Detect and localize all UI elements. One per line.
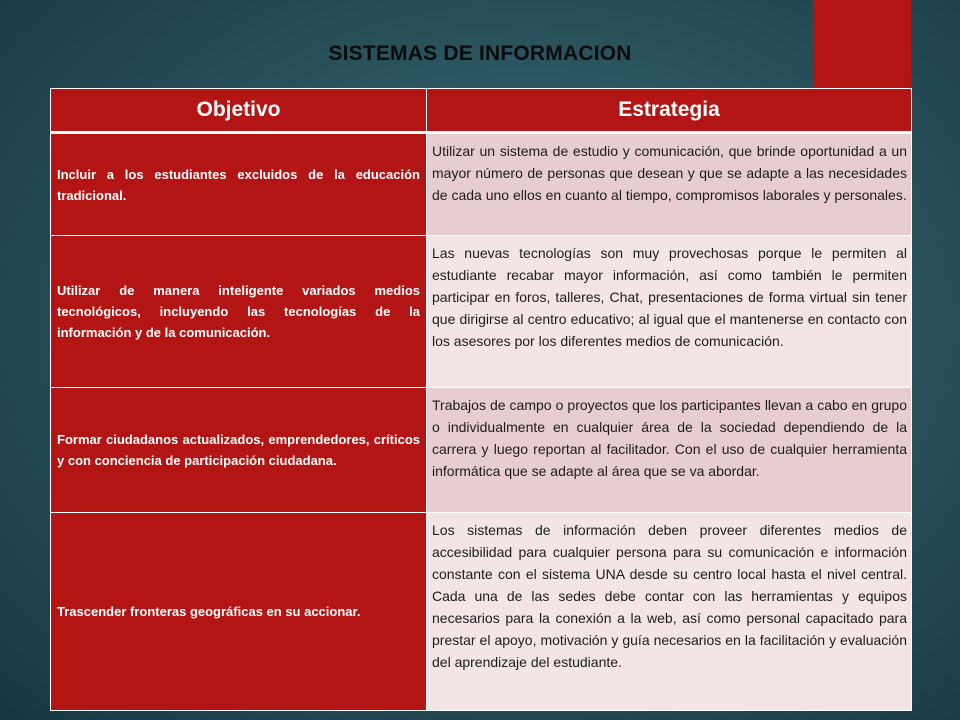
strategy-cell: Los sistemas de información deben proveer diferentes medios de accesibilidad para cualquier persona para su comunicación e información constante con el sistema UNA desde su centro local hasta el nivel central. Cada una de las sedes debe contar con las herramientas y equipos necesarios para la conexión a la web, así como personal capacitado para prestar el apoyo, motivación y guía necesarios en la facilitación y evaluación del aprendizaje del estudiante. — [427, 513, 912, 711]
table-row — [51, 388, 912, 513]
table-row — [51, 133, 912, 236]
header-objective: Objetivo — [51, 89, 427, 133]
strategy-cell: Utilizar un sistema de estudio y comunicación, que brinde oportunidad a un mayor número de personas que desean y que se adapte a las necesidades de cada uno ellos en cuanto al tiempo, compromisos laborales y personales. — [427, 133, 912, 236]
table-header-row — [51, 89, 912, 133]
slide-title: SISTEMAS DE INFORMACION — [328, 42, 632, 65]
objective-cell: Formar ciudadanos actualizados, emprendedores, críticos y con conciencia de participación ciudadana. — [51, 388, 427, 513]
strategy-cell: Las nuevas tecnologías son muy provechosas porque le permiten al estudiante recabar mayor información, así como también le permiten participar en foros, talleres, Chat, presentaciones de forma virtual sin tener que dirigirse al centro educativo; al igual que el mantenerse en contacto con los asesores por los diferentes medios de comunicación. — [427, 236, 912, 388]
objective-cell: Trascender fronteras geográficas en su accionar. — [51, 513, 427, 711]
objective-cell: Utilizar de manera inteligente variados medios tecnológicos, incluyendo las tecnologías de la información y de la comunicación. — [51, 236, 427, 388]
strategy-cell: Trabajos de campo o proyectos que los participantes llevan a cabo en grupo o individualmente en cualquier área de la sociedad dependiendo de la carrera y luego reportan al facilitador. Con el uso de cualquier herramienta informática que se adapte al área que se va abordar. — [427, 388, 912, 513]
objective-cell: Incluir a los estudiantes excluidos de la educación tradicional. — [51, 133, 427, 236]
table-row — [51, 513, 912, 711]
header-strategy: Estrategia — [427, 89, 912, 133]
objectives-strategies-table — [50, 88, 912, 711]
table-row — [51, 236, 912, 388]
